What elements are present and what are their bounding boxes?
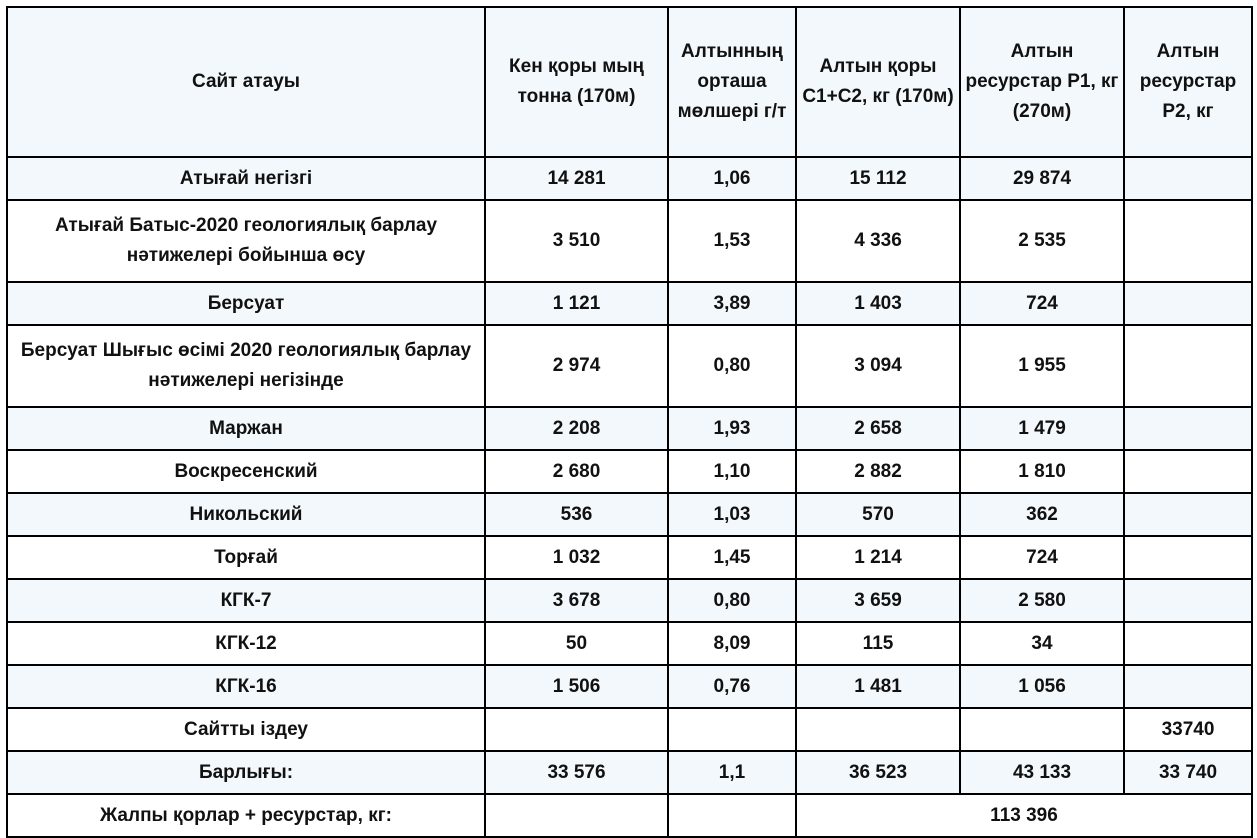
cell-ore: 2 208 xyxy=(485,407,668,450)
header-row xyxy=(7,7,1252,157)
cell-p1: 1 056 xyxy=(960,665,1124,708)
cell-reserves xyxy=(796,708,960,751)
cell-ore: 2 680 xyxy=(485,450,668,493)
table-row xyxy=(7,157,1252,200)
cell-p1: 362 xyxy=(960,493,1124,536)
cell-p2: 33 740 xyxy=(1124,751,1252,794)
cell-p1: 2 535 xyxy=(960,200,1124,282)
cell-reserves: 1 403 xyxy=(796,282,960,325)
cell-grade: 0,80 xyxy=(668,325,796,407)
table-row xyxy=(7,708,1252,751)
cell-p1: 724 xyxy=(960,282,1124,325)
cell-p2 xyxy=(1124,157,1252,200)
cell-grade: 8,09 xyxy=(668,622,796,665)
header-resources-p2: Алтын ресурстар Р2, кг xyxy=(1124,7,1252,157)
table-row xyxy=(7,579,1252,622)
cell-site-name: КГК-7 xyxy=(7,579,485,622)
reserves-table xyxy=(6,6,1253,838)
cell-site-name: Маржан xyxy=(7,407,485,450)
cell-p2 xyxy=(1124,665,1252,708)
cell-p2 xyxy=(1124,450,1252,493)
cell-ore: 1 121 xyxy=(485,282,668,325)
cell-ore: 536 xyxy=(485,493,668,536)
header-ore-reserves: Кен қоры мың тонна (170м) xyxy=(485,7,668,157)
cell-reserves: 1 214 xyxy=(796,536,960,579)
cell-grade: 1,06 xyxy=(668,157,796,200)
cell-p1: 724 xyxy=(960,536,1124,579)
cell-ore: 3 510 xyxy=(485,200,668,282)
cell-ore: 50 xyxy=(485,622,668,665)
cell-grade: 0,80 xyxy=(668,579,796,622)
cell-p2 xyxy=(1124,536,1252,579)
grand-total-value: 113 396 xyxy=(796,794,1252,837)
table-row xyxy=(7,407,1252,450)
grand-total-row xyxy=(7,794,1252,837)
cell-grade: 0,76 xyxy=(668,665,796,708)
header-gold-reserves: Алтын қоры С1+С2, кг (170м) xyxy=(796,7,960,157)
cell-reserves: 3 659 xyxy=(796,579,960,622)
grand-total-label: Жалпы қорлар + ресурстар, кг: xyxy=(7,794,485,837)
reserves-table-container xyxy=(6,6,1253,838)
cell-reserves: 115 xyxy=(796,622,960,665)
cell-grade: 1,45 xyxy=(668,536,796,579)
cell-site-name: Барлығы: xyxy=(7,751,485,794)
table-body xyxy=(7,157,1252,794)
cell-reserves: 2 658 xyxy=(796,407,960,450)
cell-p1: 1 955 xyxy=(960,325,1124,407)
cell-p2 xyxy=(1124,622,1252,665)
cell-ore: 3 678 xyxy=(485,579,668,622)
grand-total-empty-cell xyxy=(485,794,668,837)
cell-site-name: Сайтты іздеу xyxy=(7,708,485,751)
cell-site-name: КГК-12 xyxy=(7,622,485,665)
cell-p2 xyxy=(1124,325,1252,407)
cell-grade: 1,03 xyxy=(668,493,796,536)
cell-site-name: Торғай xyxy=(7,536,485,579)
cell-reserves: 1 481 xyxy=(796,665,960,708)
cell-p1: 1 810 xyxy=(960,450,1124,493)
cell-p1: 34 xyxy=(960,622,1124,665)
cell-p1: 29 874 xyxy=(960,157,1124,200)
cell-site-name: КГК-16 xyxy=(7,665,485,708)
cell-grade: 1,93 xyxy=(668,407,796,450)
cell-ore: 1 032 xyxy=(485,536,668,579)
cell-p1: 43 133 xyxy=(960,751,1124,794)
cell-reserves: 3 094 xyxy=(796,325,960,407)
cell-site-name: Берсуат xyxy=(7,282,485,325)
cell-p2 xyxy=(1124,200,1252,282)
table-row xyxy=(7,622,1252,665)
cell-grade xyxy=(668,708,796,751)
header-average-grade: Алтынның орташа мөлшері г/т xyxy=(668,7,796,157)
table-row xyxy=(7,536,1252,579)
cell-site-name: Атығай Батыс-2020 геологиялық барлау нәтижелері бойынша өсу xyxy=(7,200,485,282)
grand-total-empty-cell xyxy=(668,794,796,837)
cell-grade: 1,10 xyxy=(668,450,796,493)
header-site-name: Сайт атауы xyxy=(7,7,485,157)
cell-grade: 1,53 xyxy=(668,200,796,282)
cell-p2 xyxy=(1124,579,1252,622)
cell-site-name: Никольский xyxy=(7,493,485,536)
cell-ore xyxy=(485,708,668,751)
cell-grade: 3,89 xyxy=(668,282,796,325)
cell-reserves: 2 882 xyxy=(796,450,960,493)
table-row xyxy=(7,493,1252,536)
cell-ore: 33 576 xyxy=(485,751,668,794)
cell-site-name: Воскресенский xyxy=(7,450,485,493)
cell-p2 xyxy=(1124,282,1252,325)
cell-ore: 14 281 xyxy=(485,157,668,200)
cell-reserves: 15 112 xyxy=(796,157,960,200)
cell-reserves: 4 336 xyxy=(796,200,960,282)
cell-p2: 33740 xyxy=(1124,708,1252,751)
table-row xyxy=(7,325,1252,407)
cell-ore: 2 974 xyxy=(485,325,668,407)
cell-grade: 1,1 xyxy=(668,751,796,794)
cell-site-name: Атығай негізгі xyxy=(7,157,485,200)
cell-p1: 1 479 xyxy=(960,407,1124,450)
cell-site-name: Берсуат Шығыс өсімі 2020 геологиялық барлау нәтижелері негізінде xyxy=(7,325,485,407)
cell-p1: 2 580 xyxy=(960,579,1124,622)
table-row xyxy=(7,200,1252,282)
cell-p2 xyxy=(1124,407,1252,450)
cell-reserves: 570 xyxy=(796,493,960,536)
header-resources-p1: Алтын ресурстар Р1, кг (270м) xyxy=(960,7,1124,157)
cell-p1 xyxy=(960,708,1124,751)
cell-p2 xyxy=(1124,493,1252,536)
table-row xyxy=(7,751,1252,794)
cell-reserves: 36 523 xyxy=(796,751,960,794)
table-row xyxy=(7,450,1252,493)
table-row xyxy=(7,282,1252,325)
cell-ore: 1 506 xyxy=(485,665,668,708)
table-row xyxy=(7,665,1252,708)
